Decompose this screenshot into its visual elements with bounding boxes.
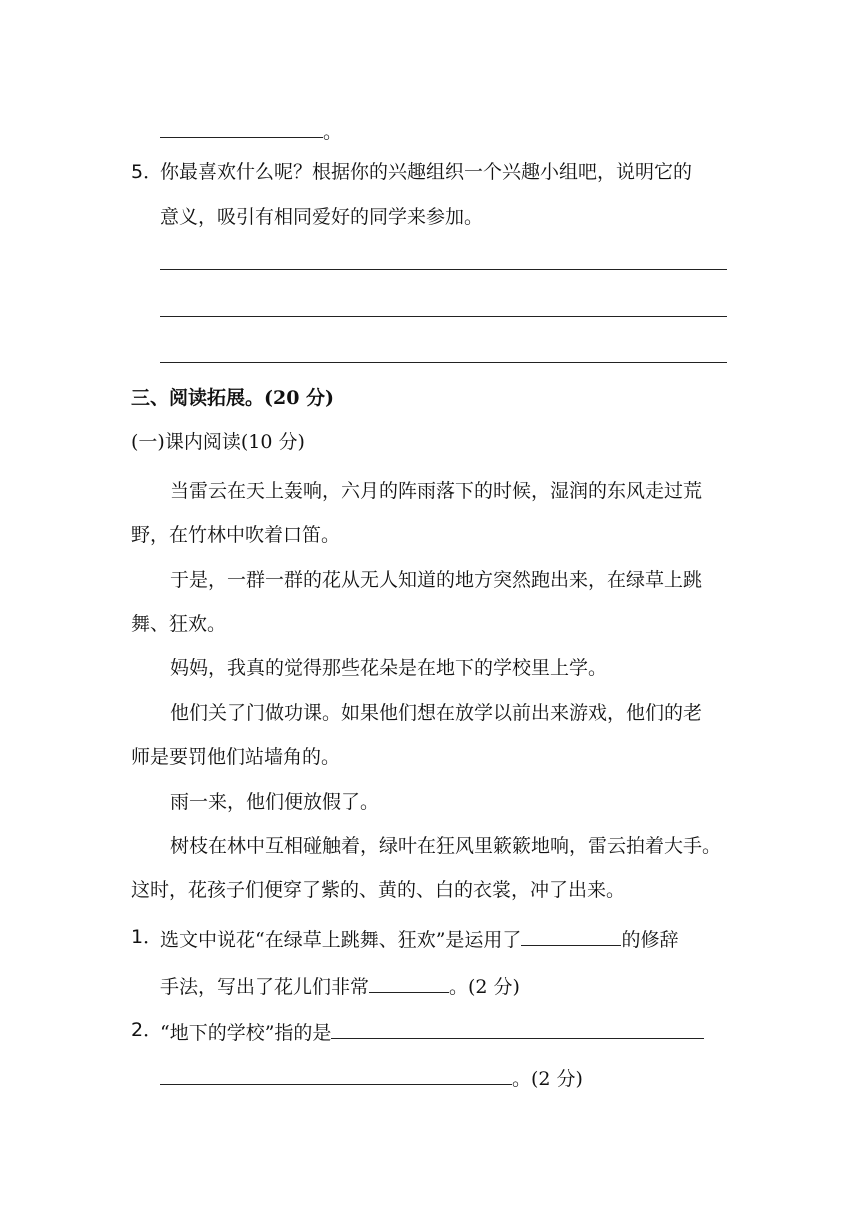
q2-line2 [160,1064,583,1091]
q5-answer-line-1[interactable] [160,269,727,270]
q2-score: 。(2 分) [512,1068,583,1090]
q5-answer-line-3[interactable] [160,362,727,363]
q4-period: 。 [323,121,343,143]
passage-p1-line1: 当雷云在天上轰响，六月的阵雨落下的时候，湿润的东风走过荒 [170,480,703,502]
q1-score: 。(2 分) [449,976,520,998]
part-title: (一)课内阅读(10 分) [131,431,305,453]
q5-number: 5． [131,161,163,183]
q5-answer-line-2[interactable] [160,316,727,317]
q1-text: 手法，写出了花儿们非常 [160,976,370,998]
answer-blank[interactable] [160,1064,512,1085]
passage-p1-line2: 野，在竹林中吹着口笛。 [131,524,341,546]
q2-line1 [160,1018,704,1045]
answer-blank[interactable] [331,1018,704,1039]
section-title: 三、阅读拓展。(20 分) [131,387,335,409]
q2-text: “地下的学校”指的是 [160,1022,332,1044]
answer-blank[interactable] [369,972,449,993]
q5-text-line1: 你最喜欢什么呢？根据你的兴趣组织一个兴趣小组吧，说明它的 [160,161,693,183]
passage-p6-line2: 这时，花孩子们便穿了紫的、黄的、白的衣裳，冲了出来。 [131,879,626,901]
passage-p3: 妈妈，我真的觉得那些花朵是在地下的学校里上学。 [170,657,608,679]
passage-p2-line1: 于是，一群一群的花从无人知道的地方突然跑出来，在绿草上跳 [170,569,703,591]
q4-answer-line[interactable] [160,117,342,144]
q1-line2 [160,972,520,999]
q1-line1 [160,925,678,952]
q2-number: 2． [131,1019,163,1041]
passage-p4-line1: 他们关了门做功课。如果他们想在放学以前出来游戏，他们的老 [170,702,703,724]
passage-p4-line2: 师是要罚他们站墙角的。 [131,746,341,768]
q1-number: 1． [131,926,163,948]
passage-p2-line2: 舞、狂欢。 [131,613,227,635]
q1-text: 的修辞 [621,929,679,951]
answer-blank[interactable] [160,117,323,138]
q1-text: 选文中说花“在绿草上跳舞、狂欢”是运用了 [160,929,522,951]
passage-p5: 雨一来，他们便放假了。 [170,791,380,813]
q5-text-line2: 意义，吸引有相同爱好的同学来参加。 [160,206,484,228]
passage-p6-line1: 树枝在林中互相碰触着，绿叶在狂风里簌簌地响，雷云拍着大手。 [170,835,722,857]
answer-blank[interactable] [521,925,621,946]
